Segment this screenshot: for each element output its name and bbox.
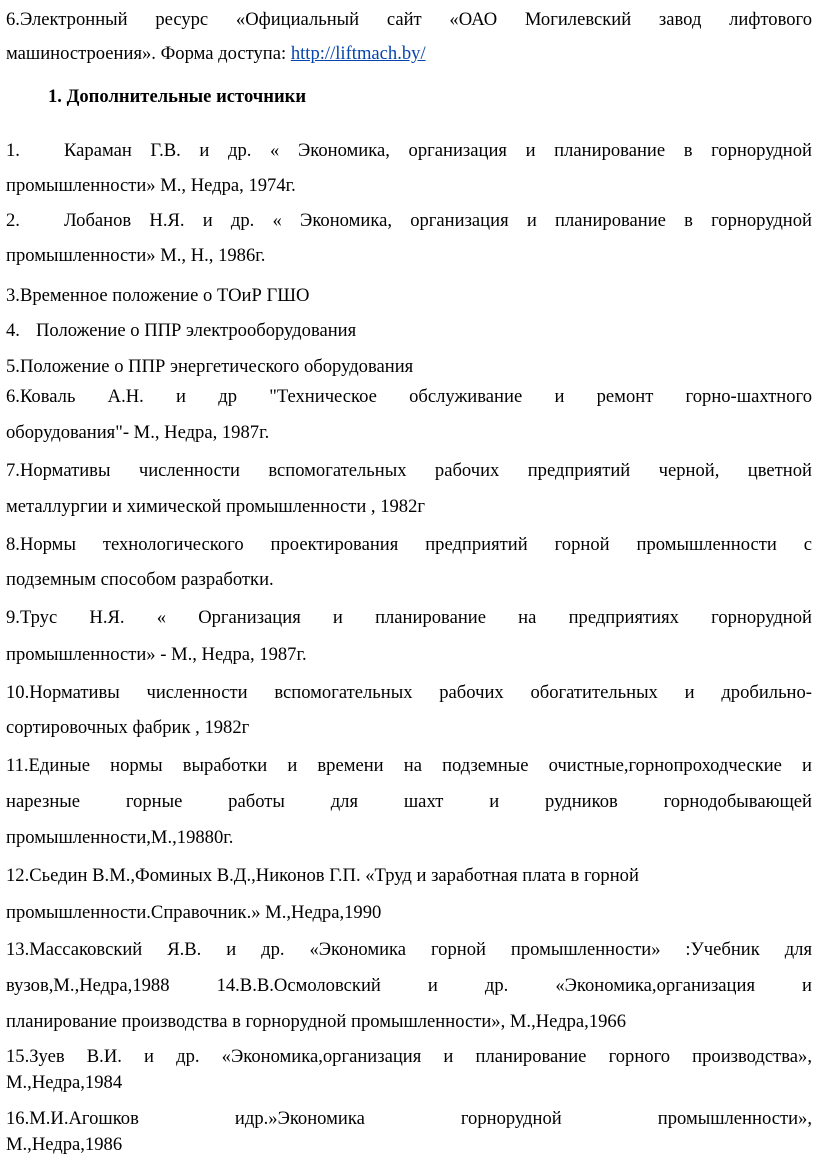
ref-4-number: 4.: [6, 320, 20, 341]
ref-10-line-2: сортировочных фабрик , 1982г: [6, 717, 250, 738]
ref-12-line-1: 12.Сьедин В.М.,Фоминых В.Д.,Никонов Г.П. «Труд и заработная плата в горной: [6, 865, 639, 886]
ref-4: [6, 320, 812, 342]
ref-3: 3.Временное положение о ТОиР ГШО: [6, 285, 310, 306]
ref-2-line-1: [6, 210, 812, 232]
ref-13-line-2: вузов,М.,Недра,1988 14.В.В.Осмоловский и др. «Экономика,организация и: [6, 975, 812, 996]
ref-11-line-3: промышленности,М.,19880г.: [6, 827, 234, 848]
ref-16-line-1: 16.М.И.Агошков идр.»Экономика горнорудной промышленности»,: [6, 1108, 812, 1129]
ref-6-line-2: оборудования"- М., Недра, 1987г.: [6, 422, 270, 443]
section-heading: 1. Дополнительные источники: [48, 86, 307, 107]
ref-7-line-1: 7.Нормативы численности вспомогательных рабочих предприятий черной, цветной: [6, 460, 812, 481]
ref-6-line-1: 6.Коваль А.Н. и др "Техническое обслуживание и ремонт горно-шахтного: [6, 386, 812, 407]
ref-8-line-1: 8.Нормы технологического проектирования предприятий горной промышленности с: [6, 534, 812, 555]
ref-13-line-3: планирование производства в горнорудной промышленности», М.,Недра,1966: [6, 1011, 627, 1032]
ref-8-line-2: подземным способом разработки.: [6, 569, 274, 590]
ref-15-line-1: 15.Зуев В.И. и др. «Экономика,организация и планирование горного производства»,: [6, 1046, 812, 1067]
ref-10-line-1: 10.Нормативы численности вспомогательных рабочих обогатительных и дробильно-: [6, 682, 812, 703]
ref-13-line-1: 13.Массаковский Я.В. и др. «Экономика горной промышленности» :Учебник для: [6, 939, 812, 960]
ref-11-line-1: 11.Единые нормы выработки и времени на подземные очистные,горнопроходческие и: [6, 755, 812, 776]
ref-7-line-2: металлургии и химической промышленности , 1982г: [6, 496, 426, 517]
ref-2-number: 2.: [6, 210, 20, 231]
source-6-line-2: [6, 43, 812, 65]
ref-16-line-2: М.,Недра,1986: [6, 1134, 123, 1155]
source-6-line-1: 6.Электронный ресурс «Официальный сайт «ОАО Могилевский завод лифтового: [6, 9, 812, 30]
ref-2-text: Лобанов Н.Я. и др. « Экономика, организация и планирование в горнорудной: [64, 210, 812, 231]
liftmach-link[interactable]: http://liftmach.by/: [290, 43, 426, 64]
ref-1-text: Караман Г.В. и др. « Экономика, организация и планирование в горнорудной: [64, 140, 812, 161]
source-6-text: машиностроения». Форма доступа:: [6, 43, 287, 64]
ref-9-line-1: 9.Трус Н.Я. « Организация и планирование на предприятиях горнорудной: [6, 607, 812, 628]
ref-5: 5.Положение о ППР энергетического оборудования: [6, 356, 414, 377]
ref-1-line-2: промышленности» М., Недра, 1974г.: [6, 175, 296, 196]
ref-4-text: Положение о ППР электрооборудования: [36, 320, 357, 341]
ref-1-line-1: [6, 140, 812, 162]
ref-9-line-2: промышленности» - М., Недра, 1987г.: [6, 644, 307, 665]
ref-15-line-2: М.,Недра,1984: [6, 1072, 123, 1093]
ref-11-line-2: нарезные горные работы для шахт и рудников горнодобывающей: [6, 791, 812, 812]
ref-12-line-2: промышленности.Справочник.» М.,Недра,1990: [6, 902, 382, 923]
ref-2-line-2: промышленности» М., Н., 1986г.: [6, 245, 266, 266]
ref-1-number: 1.: [6, 140, 20, 161]
